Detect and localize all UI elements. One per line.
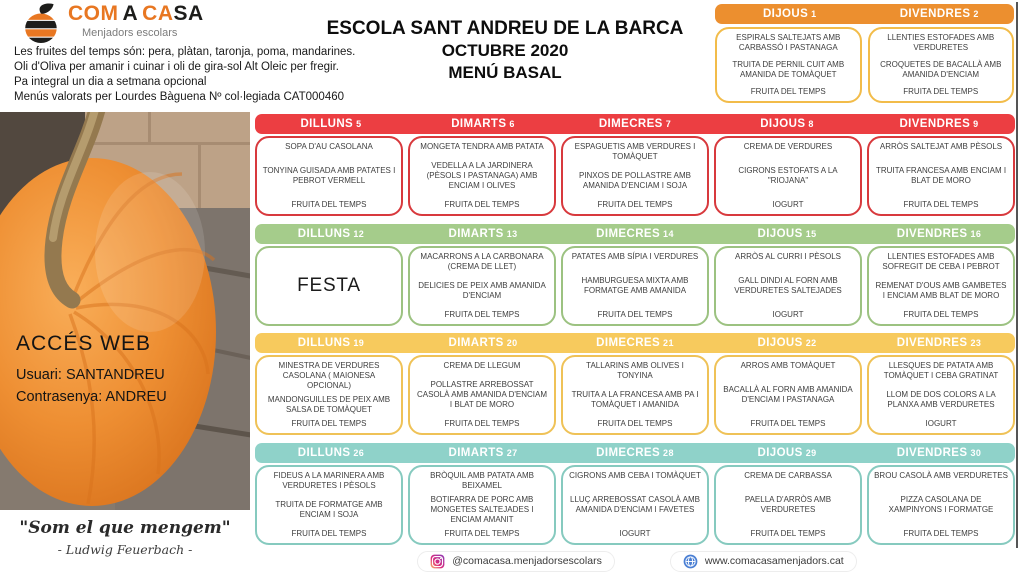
- menu-card-dilluns-19: [255, 355, 403, 435]
- menu-item: CREMA DE CARBASSA: [744, 471, 832, 480]
- quote-text: "Som el que mengem": [19, 518, 231, 538]
- website-url: www.comacasamenjadors.cat: [704, 555, 844, 567]
- menu-card-dimecres-7: [561, 136, 709, 216]
- menu-item: BRÒQUIL AMB PATATA AMB BEIXAMEL: [430, 471, 534, 490]
- page-edge-line: [1016, 2, 1018, 548]
- menu-item: PINXOS DE POLLASTRE AMB AMANIDA D'ENCIAM I SOJA: [578, 171, 692, 190]
- menu-card-dilluns-12: [255, 246, 403, 326]
- menu-item: GALL DINDI AL FORN AMB VERDURETES SALTEJADES: [734, 276, 842, 295]
- brand-name: COM A CASA: [68, 2, 204, 25]
- menu-item: MACARRONS A LA CARBONARA (CREMA DE LLET): [420, 252, 544, 271]
- week-row-1: [255, 224, 1015, 326]
- note-line: Les fruites del temps són: pera, plàtan, taronja, poma, mandarines.: [14, 46, 356, 58]
- globe-icon: [683, 554, 698, 569]
- menu-card-dijous-8: [714, 136, 862, 216]
- day-header-divendres-30: DIVENDRES 30: [896, 447, 982, 459]
- menu-item: BOTIFARRA DE PORC AMB MONGETES SALTEJADES I ENCIAM AMANIT: [430, 495, 534, 524]
- menu-item: FRUITA DEL TEMPS: [444, 419, 520, 428]
- menu-item: FRUITA DEL TEMPS: [597, 200, 673, 209]
- day-header-dilluns-19: DILLUNS 19: [297, 337, 365, 349]
- week-row-2: [255, 333, 1015, 435]
- menu-card-dimarts-27: [408, 465, 556, 545]
- menu-item: POLLASTRE ARREBOSSAT CASOLÀ AMB AMANIDA D'ENCIAM I BLAT DE MORO: [416, 380, 547, 409]
- menu-card-dilluns-5: [255, 136, 403, 216]
- note-line: Menús valorats per Lourdes Bàguena Nº col·legiada CAT000460: [14, 91, 345, 103]
- menu-item: LLENTIES ESTOFADES AMB VERDURETES: [887, 33, 995, 52]
- access-user: Usuari: SANTANDREU: [16, 367, 165, 383]
- menu-item: ESPIRALS SALTEJATS AMB CARBASSÓ I PASTANAGA: [736, 33, 841, 52]
- day-header-dilluns-12: DILLUNS 12: [297, 228, 365, 240]
- menu-item: TRUITA FRANCESA AMB ENCIAM I BLAT DE MORO: [875, 166, 1007, 185]
- menu-item: LLOM DE DOS COLORS A LA PLANXA AMB VERDURETES: [886, 390, 996, 409]
- day-header-dilluns-5: DILLUNS 5: [300, 118, 362, 130]
- menu-item: TRUITA A LA FRANCESA AMB PA I TOMÀQUET I AMANIDA: [571, 390, 699, 409]
- intro-week-bar: [715, 4, 1014, 24]
- page-title: [300, 17, 710, 84]
- menu-item: IOGURT: [925, 419, 957, 428]
- apple-logo-icon: [20, 2, 64, 44]
- month-label: OCTUBRE 2020: [441, 41, 569, 60]
- menu-item: PATATES AMB SÍPIA I VERDURES: [571, 252, 699, 261]
- menu-item: PIZZA CASOLANA DE XAMPINYONS I FORMATGE: [888, 495, 994, 514]
- menu-item: IOGURT: [772, 310, 804, 319]
- menu-item: SOPA D'AU CASOLANA: [285, 142, 373, 151]
- menu-item: FRUITA DEL TEMPS: [903, 87, 979, 96]
- menu-card-dijous-1: [715, 27, 862, 103]
- menu-card-dijous-22: [714, 355, 862, 435]
- day-header-dimecres-28: DIMECRES 28: [596, 447, 674, 459]
- menu-type-label: MENÚ BASAL: [448, 63, 562, 82]
- day-header-divendres-23: DIVENDRES 23: [896, 337, 982, 349]
- menu-card-divendres-30: [867, 465, 1015, 545]
- menu-item: BROU CASOLÀ AMB VERDURETES: [874, 471, 1008, 480]
- menu-item: FRUITA DEL TEMPS: [750, 529, 826, 538]
- menu-item: IOGURT: [772, 200, 804, 209]
- menu-item: CREMA DE VERDURES: [743, 142, 833, 151]
- day-header-divendres-9: DIVENDRES 9: [899, 118, 979, 130]
- menu-item: FRUITA DEL TEMPS: [903, 310, 979, 319]
- day-header-dimecres-21: DIMECRES 21: [596, 337, 674, 349]
- day-header-dijous-22: DIJOUS 22: [757, 337, 817, 349]
- day-header-dimarts-6: DIMARTS 6: [451, 118, 515, 130]
- menu-item: REMENAT D'OUS AMB GAMBETES I ENCIAM AMB BLAT DE MORO: [875, 281, 1007, 300]
- intro-week-cards: [715, 27, 1014, 103]
- note-line: Oli d'Oliva per amanir i cuinar i oli de gira-sol Alt Oleic per fregir.: [14, 61, 339, 73]
- day-header-divendres-2: DIVENDRES 2: [899, 8, 979, 20]
- menu-item: FRUITA DEL TEMPS: [597, 310, 673, 319]
- menu-item: IOGURT: [619, 529, 651, 538]
- school-name: ESCOLA SANT ANDREU DE LA BARCA: [326, 18, 684, 39]
- menu-item: FRUITA DEL TEMPS: [903, 200, 979, 209]
- day-header-dilluns-26: DILLUNS 26: [297, 447, 365, 459]
- menu-item: FRUITA DEL TEMPS: [750, 419, 826, 428]
- menu-item: LLENTIES ESTOFADES AMB SOFREGIT DE CEBA I PEBROT: [882, 252, 1000, 271]
- menu-card-dimarts-6: [408, 136, 556, 216]
- menu-item: MANDONGUILLES DE PEIX AMB SALSA DE TOMÀQUET: [267, 395, 391, 414]
- menu-item: CIGRONS ESTOFATS A LA "RIOJANA": [738, 166, 838, 185]
- menu-item: LLESQUES DE PATATA AMB TOMÀQUET I CEBA GRATINAT: [883, 361, 999, 380]
- website-link[interactable]: [670, 551, 857, 572]
- week-row-3: [255, 443, 1015, 545]
- menu-item: ARRÒS AL CURRI I PÈSOLS: [735, 252, 841, 261]
- brand-logo: [20, 2, 208, 44]
- instagram-handle: @comacasa.menjadorsescolars: [452, 555, 602, 567]
- menu-card-divendres-23: [867, 355, 1015, 435]
- menu-card-dimecres-28: [561, 465, 709, 545]
- quote-author: - Ludwig Feuerbach -: [57, 542, 193, 557]
- menu-card-dijous-15: [714, 246, 862, 326]
- quote-block: [0, 518, 250, 557]
- menu-item: FRUITA DEL TEMPS: [444, 529, 520, 538]
- week-row-0: [255, 114, 1015, 216]
- day-header-dijous-8: DIJOUS 8: [760, 118, 814, 130]
- menu-item: DELICIES DE PEIX AMB AMANIDA D'ENCIAM: [418, 281, 546, 300]
- menu-item: TALLARINS AMB OLIVES I TONYINA: [586, 361, 684, 380]
- menu-item: LLUÇ ARREBOSSAT CASOLÀ AMB AMANIDA D'ENCIAM I FAVETES: [570, 495, 700, 514]
- menu-item: PAELLA D'ARRÒS AMB VERDURETES: [744, 495, 832, 514]
- menu-item: FRUITA DEL TEMPS: [291, 200, 367, 209]
- day-header-dijous-1: DIJOUS 1: [762, 8, 817, 20]
- menu-item: FRUITA DEL TEMPS: [750, 87, 826, 96]
- footer-bar: [250, 548, 1024, 574]
- access-web-heading: ACCÉS WEB: [16, 332, 152, 355]
- pumpkin-photo: [0, 112, 250, 510]
- instagram-icon: [430, 554, 445, 569]
- menu-item: FRUITA DEL TEMPS: [291, 419, 367, 428]
- day-header-dimarts-27: DIMARTS 27: [448, 447, 518, 459]
- day-header-dimecres-7: DIMECRES 7: [598, 118, 672, 130]
- day-header-dijous-15: DIJOUS 15: [757, 228, 817, 240]
- menu-card-divendres-9: [867, 136, 1015, 216]
- menu-card-dimecres-14: [561, 246, 709, 326]
- menu-item: TRUITA DE FORMATGE AMB ENCIAM I SOJA: [275, 500, 383, 519]
- day-header-dimarts-13: DIMARTS 13: [448, 228, 518, 240]
- brand-subtitle: Menjadors escolars: [82, 27, 178, 39]
- menu-card-dijous-29: [714, 465, 862, 545]
- instagram-link[interactable]: [417, 551, 615, 572]
- menu-item: FRUITA DEL TEMPS: [444, 200, 520, 209]
- menu-card-dilluns-26: [255, 465, 403, 545]
- note-line: Pa integral un dia a setmana opcional: [14, 76, 207, 88]
- menu-item: FESTA: [297, 275, 361, 297]
- menu-card-divendres-2: [868, 27, 1015, 103]
- day-header-divendres-16: DIVENDRES 16: [896, 228, 982, 240]
- access-password: Contrasenya: ANDREU: [16, 389, 167, 405]
- menu-item: BACALLÀ AL FORN AMB AMANIDA D'ENCIAM I PASTANAGA: [723, 385, 853, 404]
- menu-item: FIDEUS A LA MARINERA AMB VERDURETES I PÈSOLS: [273, 471, 385, 490]
- menu-item: VEDELLA A LA JARDINERA (PÈSOLS I PASTANAGA) AMB ENCIAM I OLIVES: [426, 161, 538, 190]
- menu-item: HAMBURGUESA MIXTA AMB FORMATGE AMB AMANIDA: [581, 276, 689, 295]
- menu-item: FRUITA DEL TEMPS: [444, 310, 520, 319]
- menu-item: CREMA DE LLEGUM: [443, 361, 521, 370]
- menu-item: MONGETA TENDRA AMB PATATA: [420, 142, 544, 151]
- menu-item: TRUITA DE PERNIL CUIT AMB AMANIDA DE TOMÀQUET: [732, 60, 845, 79]
- menu-card-dimarts-20: [408, 355, 556, 435]
- day-header-dimarts-20: DIMARTS 20: [448, 337, 518, 349]
- menu-item: TONYINA GUISADA AMB PATATES I PEBROT VERMELL: [262, 166, 396, 185]
- day-header-dijous-29: DIJOUS 29: [757, 447, 817, 459]
- menu-item: MINESTRA DE VERDURES CASOLANA ( MAIONESA OPCIONAL): [278, 361, 380, 390]
- intro-week: [715, 4, 1014, 103]
- menu-card-dimarts-13: [408, 246, 556, 326]
- menu-item: CIGRONS AMB CEBA I TOMÀQUET: [569, 471, 701, 480]
- menu-item: ARROS AMB TOMÀQUET: [740, 361, 836, 370]
- menu-card-divendres-16: [867, 246, 1015, 326]
- menu-item: FRUITA DEL TEMPS: [903, 529, 979, 538]
- day-header-dimecres-14: DIMECRES 14: [596, 228, 674, 240]
- menu-item: FRUITA DEL TEMPS: [597, 419, 673, 428]
- menu-item: FRUITA DEL TEMPS: [291, 529, 367, 538]
- menu-item: ARRÒS SALTEJAT AMB PÈSOLS: [879, 142, 1003, 151]
- menu-item: ESPAGUETIS AMB VERDURES I TOMÀQUET: [574, 142, 696, 161]
- menu-item: CROQUETES DE BACALLÀ AMB AMANIDA D'ENCIAM: [880, 60, 1002, 79]
- menu-card-dimecres-21: [561, 355, 709, 435]
